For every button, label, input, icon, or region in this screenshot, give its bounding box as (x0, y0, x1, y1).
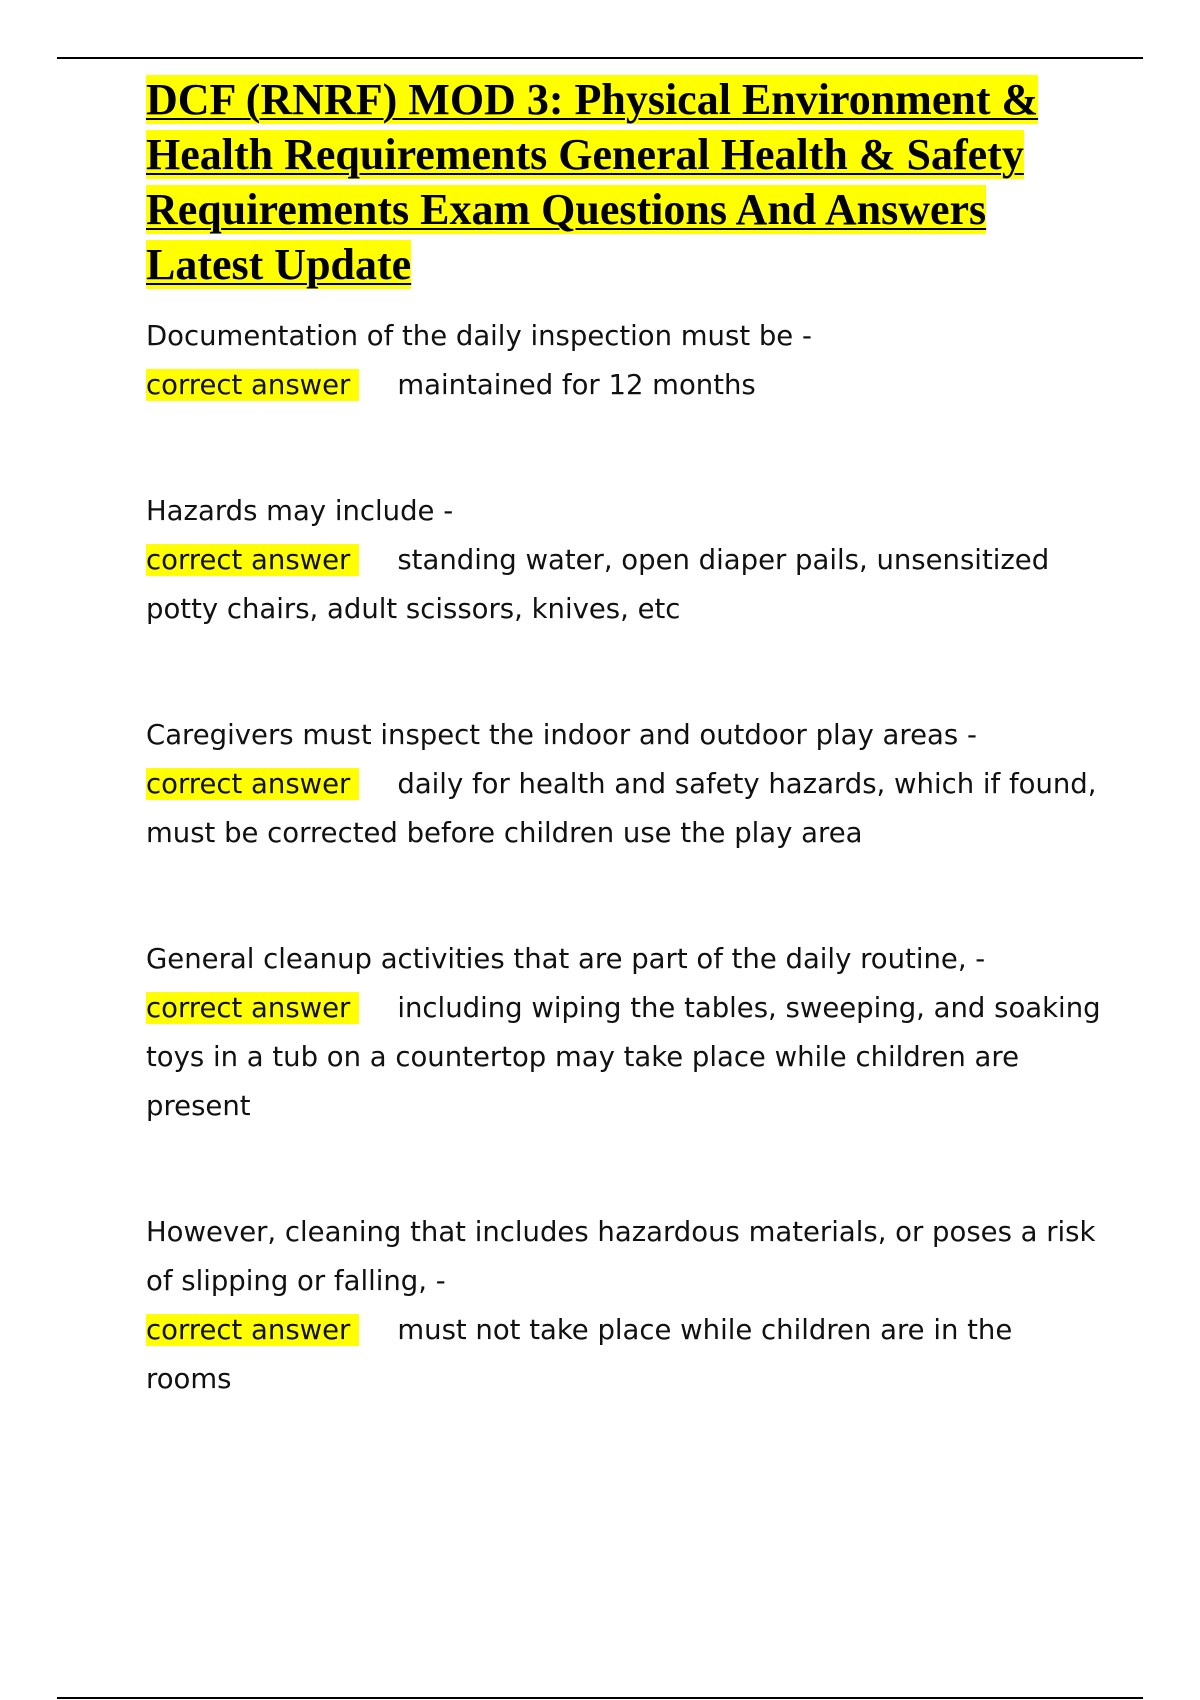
answer-text: daily for health and safety hazards, which if found, must be corrected before children use the play area (146, 768, 1097, 849)
question-text: Caregivers must inspect the indoor and outdoor play areas - (146, 719, 977, 751)
answer-text: standing water, open diaper pails, unsensitized potty chairs, adult scissors, knives, etc (146, 544, 1050, 625)
answer-text: including wiping the tables, sweeping, and soaking toys in a tub on a countertop may take place while children are present (146, 992, 1101, 1122)
answer-text: maintained for 12 months (397, 369, 756, 401)
correct-answer-label: correct answer (146, 544, 359, 576)
top-rule (57, 57, 1143, 59)
qa-item-5 (146, 1208, 1106, 1404)
question-text: However, cleaning that includes hazardous materials, or poses a risk of slipping or falling, - (146, 1216, 1096, 1297)
qa-item-2 (146, 487, 1106, 634)
correct-answer-label: correct answer (146, 768, 359, 800)
qa-item-1 (146, 312, 1106, 410)
correct-answer-label: correct answer (146, 1314, 359, 1346)
question-text: Hazards may include - (146, 495, 454, 527)
correct-answer-label: correct answer (146, 369, 359, 401)
question-text: Documentation of the daily inspection must be - (146, 320, 812, 352)
question-text: General cleanup activities that are part of the daily routine, - (146, 943, 986, 975)
answer-text: must not take place while children are in the rooms (146, 1314, 1013, 1395)
document-title (146, 72, 1106, 292)
qa-item-4 (146, 935, 1106, 1131)
document-body (146, 72, 1106, 1404)
correct-answer-label: correct answer (146, 992, 359, 1024)
qa-item-3 (146, 711, 1106, 858)
bottom-rule (57, 1697, 1143, 1699)
document-title-text: DCF (RNRF) MOD 3: Physical Environment & Health Requirements General Health & Safety Requirements Exam Questions And Answers Latest Update (146, 75, 1039, 289)
